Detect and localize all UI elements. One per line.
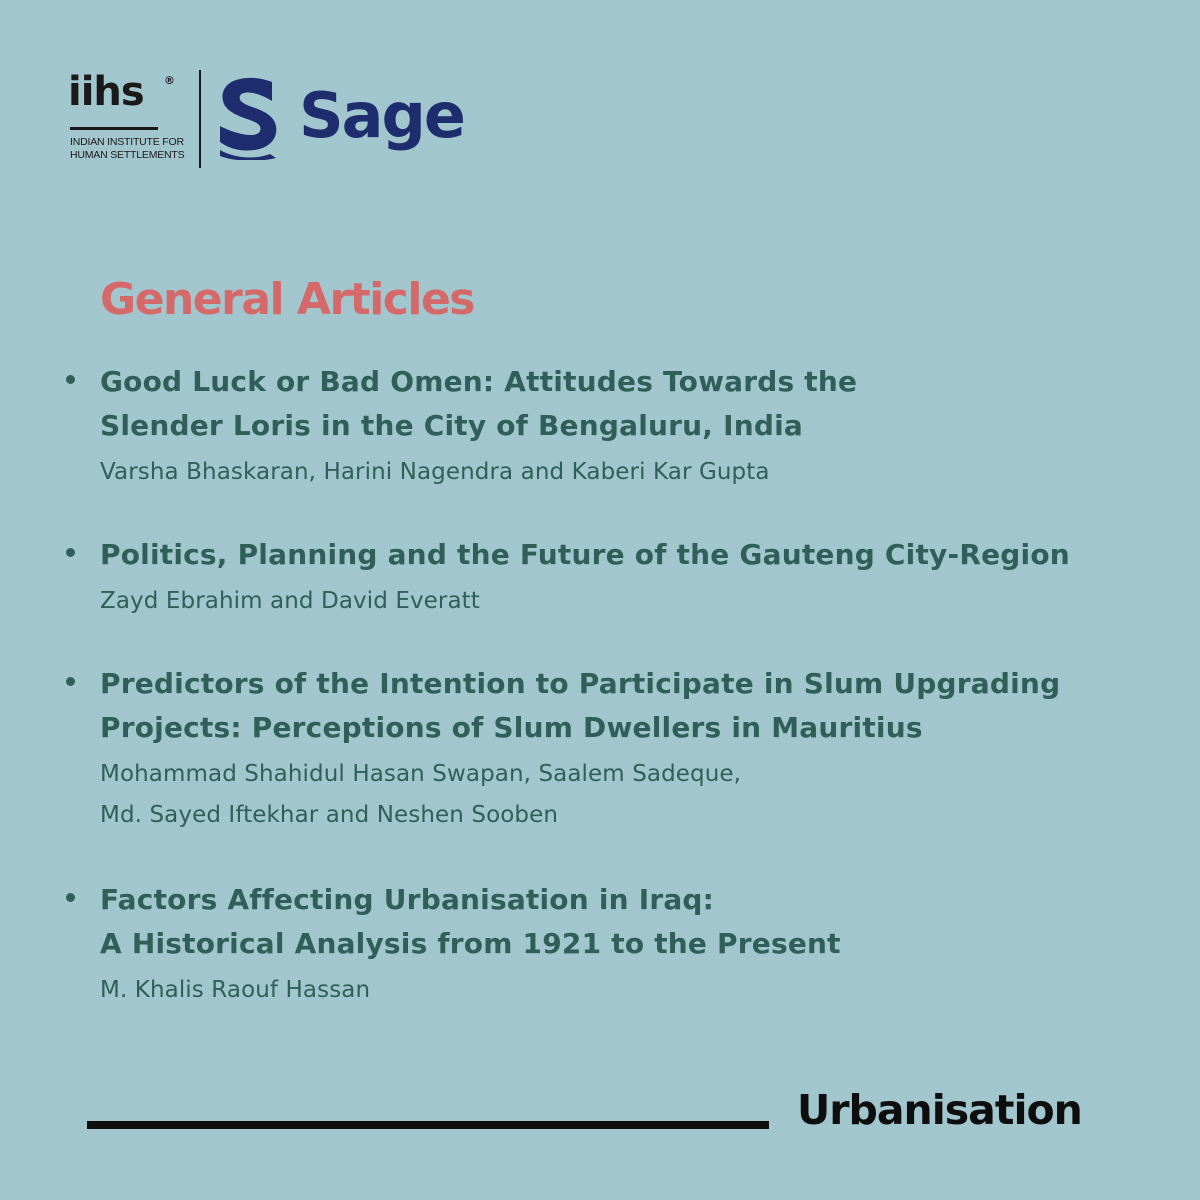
sage-s-icon [218,76,280,160]
article-authors [100,970,1152,1011]
registered-mark: ® [164,74,175,87]
article-item [62,878,1152,1011]
iihs-underline [70,127,158,130]
article-author-line: Mohammad Shahidul Hasan Swapan, Saalem Sadeque, [100,761,742,787]
section-title: General Articles [100,274,474,325]
article-title-line: Factors Affecting Urbanisation in Iraq: [100,883,715,916]
footer-rule [87,1121,769,1129]
iihs-subtitle-line-1: INDIAN INSTITUTE FOR [70,136,184,148]
article-title-line: Slender Loris in the City of Bengaluru, India [100,409,803,442]
article-author-line: Zayd Ebrahim and David Everatt [100,588,480,614]
article-list [62,360,1152,1011]
article-author-line: Md. Sayed Iftekhar and Neshen Sooben [100,802,559,828]
article-authors [100,452,1152,493]
article-title-line: A Historical Analysis from 1921 to the Present [100,927,841,960]
bullet-icon [66,375,75,384]
article-item [62,662,1152,836]
bullet-icon [66,893,75,902]
iihs-logo [68,69,188,161]
article-author-line: M. Khalis Raouf Hassan [100,977,371,1003]
publisher-logos [68,70,488,168]
article-authors [100,581,1152,622]
article-item [62,533,1152,622]
article-title [100,662,1152,750]
logo-divider [199,70,201,168]
sage-wordmark: Sage [299,79,464,152]
iihs-wordmark: iihs [68,69,144,115]
journal-name: Urbanisation [797,1086,1082,1134]
article-item [62,360,1152,493]
article-title-line: Predictors of the Intention to Participate in Slum Upgrading [100,667,1061,700]
article-title-line: Good Luck or Bad Omen: Attitudes Towards the [100,365,858,398]
article-title [100,360,1152,448]
bullet-icon [66,677,75,686]
article-author-line: Varsha Bhaskaran, Harini Nagendra and Kaberi Kar Gupta [100,459,770,485]
iihs-subtitle-line-2: HUMAN SETTLEMENTS [70,149,185,161]
article-title-line: Politics, Planning and the Future of the Gauteng City-Region [100,538,1070,571]
article-authors [100,754,1152,836]
article-title-line: Projects: Perceptions of Slum Dwellers in Mauritius [100,711,923,744]
article-title [100,533,1152,577]
article-title [100,878,1152,966]
bullet-icon [66,548,75,557]
iihs-subtitle [70,136,200,162]
